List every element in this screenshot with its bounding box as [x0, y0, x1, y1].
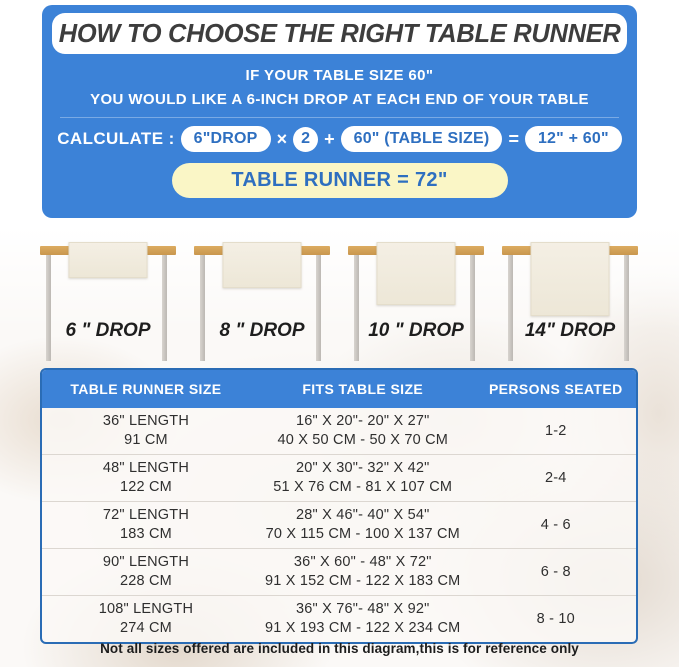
table-header-row: [42, 370, 636, 408]
cell-fits-size: [250, 600, 476, 638]
fits-size-cm: 40 X 50 CM - 50 X 70 CM: [277, 432, 449, 448]
fits-size-cm: 91 X 152 CM - 122 X 183 CM: [265, 573, 461, 589]
equals-sign: =: [508, 128, 519, 149]
subtitle-line-2: YOU WOULD LIKE A 6-INCH DROP AT EACH END OF YOUR TABLE: [90, 91, 589, 108]
runner-size-inches: 48" LENGTH: [102, 460, 189, 477]
size-table: [40, 368, 638, 644]
table-row: [42, 595, 636, 642]
table-leg-right: [624, 255, 629, 361]
table-leg-left: [46, 255, 51, 361]
page-title: HOW TO CHOOSE THE RIGHT TABLE RUNNER: [58, 18, 621, 48]
drop-diagram: [40, 232, 638, 362]
table-row: [42, 408, 636, 454]
runner-drape: [531, 242, 610, 316]
runner-size-cm: 91 CM: [124, 432, 168, 448]
cell-runner-size: [42, 506, 250, 544]
cell-runner-size: [42, 459, 250, 497]
header-fits-size: FITS TABLE SIZE: [302, 380, 424, 397]
table-row: [42, 454, 636, 501]
calculate-row: [42, 126, 637, 152]
table-leg-right: [470, 255, 475, 361]
fits-size-inches: 36" X 60" - 48" X 72": [293, 554, 432, 571]
fits-size-cm: 91 X 193 CM - 122 X 234 CM: [265, 620, 461, 636]
fits-size-inches: 28" X 46"- 40" X 54": [296, 507, 430, 524]
table-figure-6-drop: [40, 232, 176, 362]
fits-size-inches: 16" X 20"- 20" X 27": [296, 413, 430, 430]
runner-drape: [377, 242, 456, 305]
table-figure-10-drop: [348, 232, 484, 362]
drop-label: 8 " DROP: [219, 320, 305, 341]
cell-fits-size: [250, 412, 476, 450]
table-figure-14-drop: [502, 232, 638, 362]
table-leg-left: [200, 255, 205, 361]
table-leg-right: [316, 255, 321, 361]
header-runner-size: TABLE RUNNER SIZE: [70, 380, 222, 397]
table-row: [42, 548, 636, 595]
multiplier-badge: 2: [293, 127, 318, 152]
cell-fits-size: [250, 553, 476, 591]
cell-persons: 6 - 8: [540, 563, 571, 580]
table-size-pill: 60" (TABLE SIZE): [341, 126, 503, 152]
drop-label: 14" DROP: [524, 320, 616, 341]
cell-runner-size: [42, 553, 250, 591]
subtitle-line-1: IF YOUR TABLE SIZE 60": [245, 67, 434, 84]
title-box: [52, 13, 627, 54]
header-persons: PERSONS SEATED: [488, 380, 623, 397]
drop-label: 10 " DROP: [368, 320, 464, 341]
runner-drape: [69, 242, 148, 278]
table-row: [42, 501, 636, 548]
fits-size-cm: 51 X 76 CM - 81 X 107 CM: [273, 479, 453, 495]
fits-size-inches: 36" X 76"- 48" X 92": [296, 601, 430, 618]
runner-size-cm: 122 CM: [119, 479, 172, 495]
cell-persons: 2-4: [545, 469, 567, 486]
cell-persons: 4 - 6: [540, 516, 571, 533]
footnote: Not all sizes offered are included in this diagram,this is for reference only: [100, 641, 579, 656]
divider-line: [60, 117, 619, 118]
runner-drape: [223, 242, 302, 288]
header-panel: [42, 5, 637, 218]
multiply-sign: ×: [276, 128, 288, 149]
plus-sign: +: [324, 128, 335, 149]
cell-persons: 1-2: [545, 422, 567, 439]
cell-fits-size: [250, 506, 476, 544]
sum-pill: 12" + 60": [525, 126, 622, 152]
drop-label: 6 " DROP: [65, 320, 151, 341]
cell-fits-size: [250, 459, 476, 497]
runner-size-inches: 36" LENGTH: [102, 413, 189, 430]
runner-size-inches: 90" LENGTH: [102, 554, 189, 571]
calculate-label: CALCULATE :: [57, 129, 175, 148]
table-figure-8-drop: [194, 232, 330, 362]
cell-persons: 8 - 10: [536, 610, 575, 627]
drop-pill: 6"DROP: [181, 126, 271, 152]
table-leg-left: [354, 255, 359, 361]
table-leg-left: [508, 255, 513, 361]
table-leg-right: [162, 255, 167, 361]
runner-size-inches: 108" LENGTH: [98, 601, 194, 618]
runner-size-inches: 72" LENGTH: [102, 507, 189, 524]
runner-size-cm: 274 CM: [119, 620, 172, 636]
runner-size-cm: 183 CM: [119, 526, 172, 542]
runner-size-cm: 228 CM: [119, 573, 172, 589]
cell-runner-size: [42, 600, 250, 638]
runner-total-text: TABLE RUNNER = 72": [231, 169, 448, 191]
cell-runner-size: [42, 412, 250, 450]
fits-size-cm: 70 X 115 CM - 100 X 137 CM: [265, 526, 460, 542]
runner-total-pill: [172, 163, 508, 198]
fits-size-inches: 20" X 30"- 32" X 42": [296, 460, 430, 477]
